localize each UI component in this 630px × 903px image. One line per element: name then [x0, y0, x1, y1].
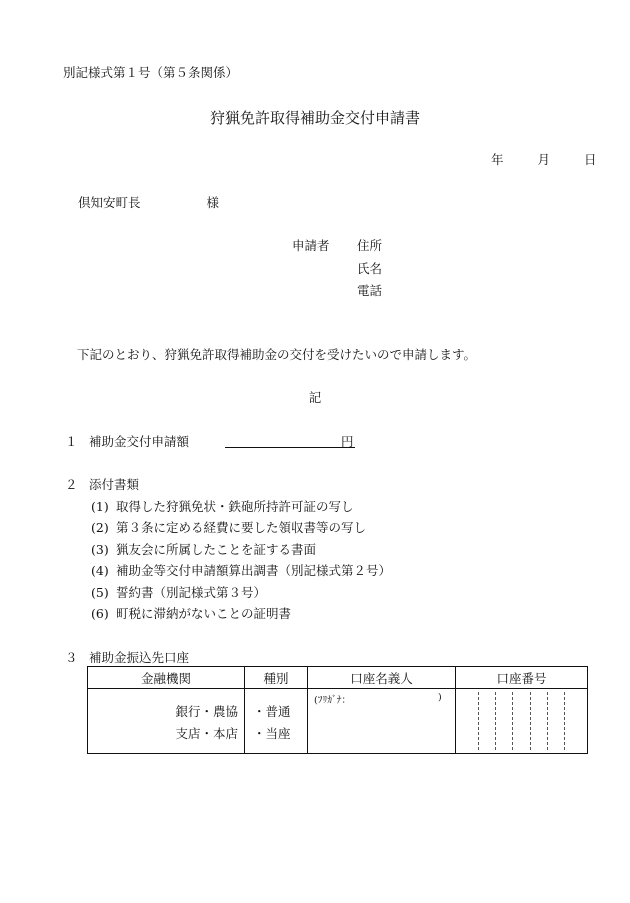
amount-field[interactable]: [225, 432, 355, 448]
table-row: [88, 689, 588, 754]
attachment-item: [91, 497, 354, 515]
header-account-number: 口座番号: [456, 667, 588, 689]
bank-account-table: [87, 666, 588, 754]
date-month: 月: [537, 152, 550, 167]
header-bank: 金融機関: [88, 667, 245, 689]
section-1-heading: [65, 432, 189, 450]
furigana-close: ): [438, 692, 442, 703]
account-number-cell[interactable]: [456, 689, 588, 754]
table-header-row: [88, 667, 588, 689]
body-text: 下記のとおり、狩猟免許取得補助金の交付を受けたいので申請します。: [77, 347, 477, 362]
attachment-text: 第３条に定める経費に要した領収書等の写し: [116, 520, 367, 535]
section-3-heading: [65, 648, 189, 666]
bank-cell[interactable]: [88, 689, 245, 754]
account-digit[interactable]: [548, 692, 565, 750]
header-holder: 口座名義人: [308, 667, 456, 689]
attachment-item: [91, 561, 391, 579]
applicant-phone-label: 電話: [357, 283, 383, 298]
holder-cell[interactable]: [308, 689, 456, 754]
attachment-text: 猟友会に所属したことを証する書面: [116, 542, 317, 557]
amount-unit: 円: [341, 434, 354, 449]
date-day: 日: [583, 152, 597, 167]
section-1-label: 補助金交付申請額: [89, 434, 190, 449]
section-2-heading: [65, 475, 139, 493]
section-2-label: 添付書類: [89, 477, 140, 492]
type-cell[interactable]: [245, 689, 308, 754]
furigana-label: [314, 692, 442, 706]
addressee-name: 倶知安町長: [78, 195, 141, 210]
header-type: 種別: [245, 667, 308, 689]
date-year: 年: [491, 152, 504, 167]
furigana-open: (ﾌﾘｶﾞﾅ：: [314, 695, 351, 706]
type-ordinary: ・普通: [253, 704, 291, 719]
account-digit[interactable]: [496, 692, 513, 750]
applicant-address-label: 住所: [357, 238, 383, 253]
attachment-text: 補助金等交付申請額算出調書（別記様式第２号）: [116, 563, 392, 578]
section-2-number: ２: [65, 477, 78, 492]
account-digit[interactable]: [531, 692, 548, 750]
attachment-text: 取得した狩猟免状・鉄砲所持許可証の写し: [116, 499, 354, 514]
account-digit[interactable]: [479, 692, 496, 750]
account-digit[interactable]: [565, 692, 581, 750]
attachment-number: (6): [91, 606, 109, 621]
section-3-label: 補助金振込先口座: [89, 650, 190, 665]
applicant-label: 申請者: [292, 238, 330, 253]
type-checking: ・当座: [253, 726, 291, 741]
addressee-honorific: 様: [206, 195, 220, 210]
attachment-number: (3): [91, 542, 109, 557]
section-3-number: ３: [65, 650, 78, 665]
form-number: 別記様式第１号（第５条関係）: [63, 65, 239, 80]
attachment-number: (5): [91, 585, 109, 600]
addressee: [78, 193, 219, 211]
attachment-number: (2): [91, 520, 109, 535]
ki-heading: 記: [308, 390, 322, 405]
section-1-number: １: [65, 434, 78, 449]
account-digit[interactable]: [462, 692, 479, 750]
attachment-number: (4): [91, 563, 109, 578]
bank-line-2: 支店・本店: [175, 726, 238, 741]
page-title: 狩猟免許取得補助金交付申請書: [209, 109, 420, 127]
bank-line-1: 銀行・農協: [175, 704, 238, 719]
attachment-number: (1): [91, 499, 109, 514]
account-digit[interactable]: [513, 692, 530, 750]
date-line: [491, 150, 596, 168]
attachment-item: [91, 540, 316, 558]
attachment-text: 町税に滞納がないことの証明書: [116, 606, 292, 621]
attachment-text: 誓約書（別記様式第３号）: [116, 585, 267, 600]
attachment-item: [91, 583, 266, 601]
account-digit-boxes: [462, 692, 581, 750]
attachment-item: [91, 604, 291, 622]
applicant-name-label: 氏名: [357, 261, 383, 276]
attachment-item: [91, 518, 366, 536]
